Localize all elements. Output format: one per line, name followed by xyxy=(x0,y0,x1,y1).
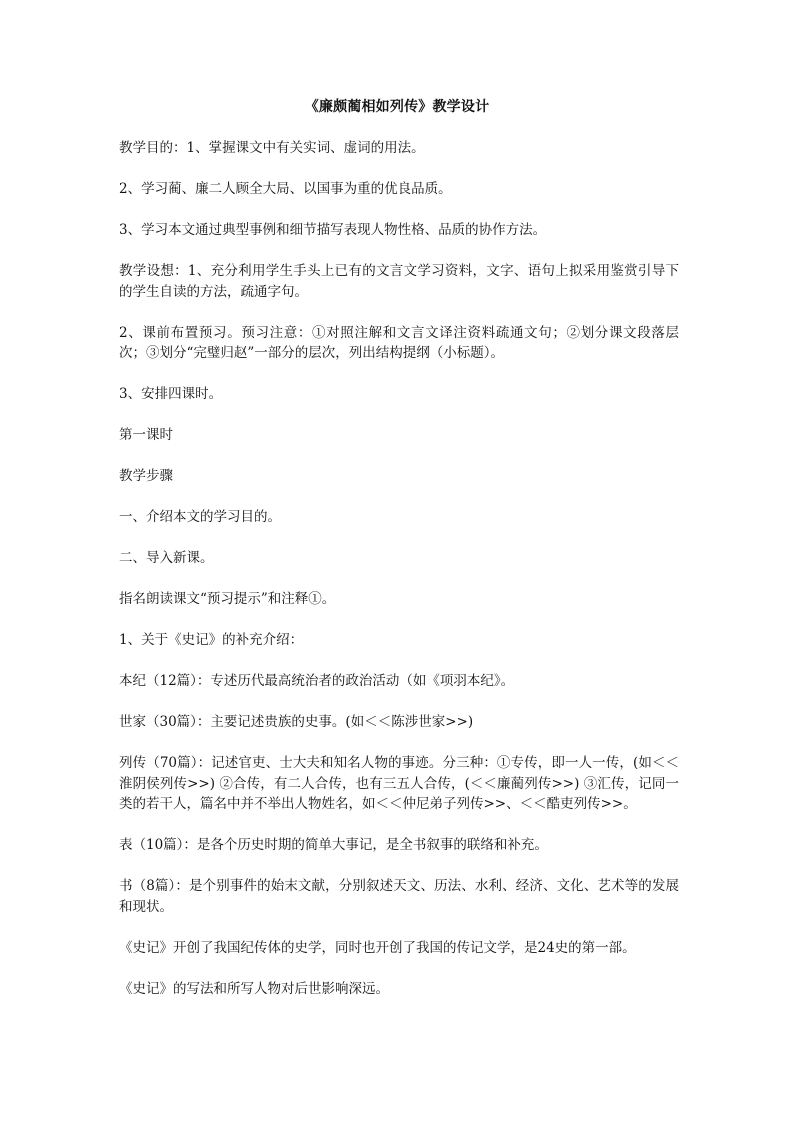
shiji-influence: 《史记》的写法和所写人物对后世影响深远。 xyxy=(119,980,389,997)
paragraph-objectives-3: 3、学习本文通过典型事例和细节描写表现人物性格、品质的协作方法。 xyxy=(119,222,547,238)
steps-heading: 教学步骤 xyxy=(119,468,173,484)
shiji-benji: 本纪（12篇）：专述历代最高统治者的政治活动（如《项羽本纪》。 xyxy=(119,673,515,689)
step-two: 二、导入新课。 xyxy=(119,550,214,566)
paragraph-plan-2: 2、课前布置预习。预习注意：①对照注解和文言文译注资料疏通文句；②划分课文段落层次；③划分“完璧归赵”一部分的层次，列出结构提纲（小标题）。 xyxy=(119,324,679,361)
shiji-shijia: 世家（30篇）：主要记述贵族的史事。(如＜＜陈涉世家>>) xyxy=(119,714,474,730)
shiji-biao: 表（10篇）：是各个历史时期的简单大事记，是全书叙事的联络和补充。 xyxy=(119,837,548,853)
reading-instruction: 指名朗读课文“预习提示”和注释①。 xyxy=(119,591,336,607)
paragraph-objectives-1: 教学目的：1、掌握课文中有关实词、虚词的用法。 xyxy=(119,140,425,156)
paragraph-objectives-2: 2、学习蔺、廉二人顾全大局、以国事为重的优良品质。 xyxy=(119,181,452,197)
shiji-shu: 书（8篇）：是个别事件的始末文献，分别叙述天文、历法、水利、经济、文化、艺术等的发展和现状。 xyxy=(119,878,679,915)
step-one: 一、介绍本文的学习目的。 xyxy=(119,509,281,525)
lesson-heading: 第一课时 xyxy=(119,427,173,443)
paragraph-plan-3: 3、安排四课时。 xyxy=(119,386,223,402)
shiji-intro: 1、关于《史记》的补充介绍： xyxy=(119,632,304,648)
document-body xyxy=(119,138,679,1020)
shiji-liezhuan: 列传（70篇）：记述官吏、士大夫和知名人物的事迹。分三种：①专传，即一人一传，(如＜＜淮阴侯列传>>) ②合传，有二人合传，也有三五人合传，(＜＜廉蔺列传>>) ③汇传，记同一类的若干人，篇名中并不举出人物姓名，如＜＜仲尼弟子列传>>、＜＜酷吏列传>>。 xyxy=(119,755,679,812)
paragraph-plan-1: 教学设想：1、充分利用学生手头上已有的文言文学习资料，文字、语句上拟采用鉴赏引导下的学生自读的方法，疏通字句。 xyxy=(119,263,679,300)
shiji-significance: 《史记》开创了我国纪传体的史学，同时也开创了我国的传记文学，是24史的第一部。 xyxy=(119,939,636,956)
document-title: 《廉颇蔺相如列传》教学设计 xyxy=(304,99,490,115)
